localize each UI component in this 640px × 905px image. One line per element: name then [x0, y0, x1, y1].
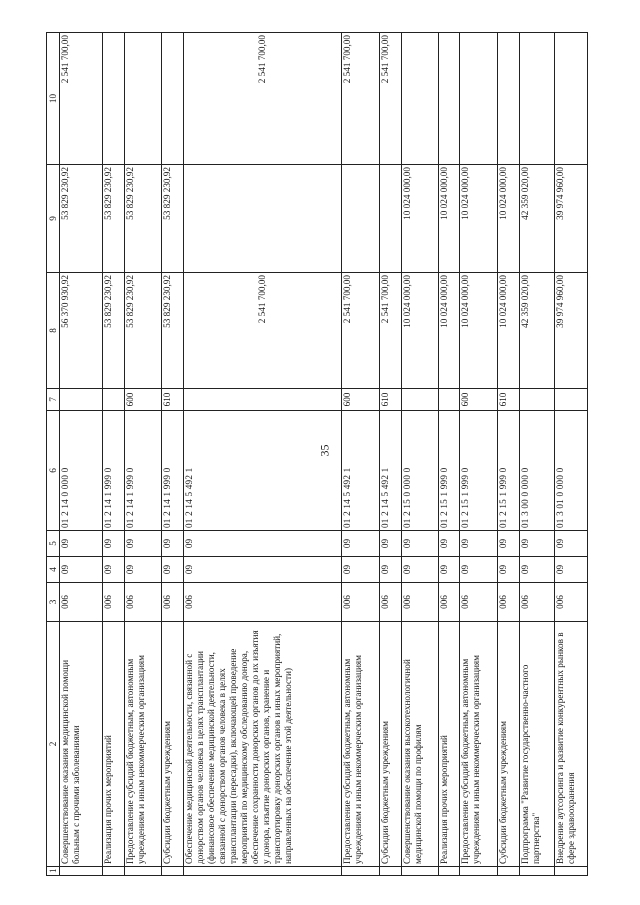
- subsection-code-cell: 09: [555, 531, 588, 557]
- table-row: [519, 33, 555, 876]
- total-amount-cell: 10 024 000,00: [459, 273, 497, 389]
- target-article-code-cell: 01 2 14 0 000 0: [60, 411, 103, 531]
- amount-col9-cell: 10 024 000,00: [438, 165, 459, 273]
- total-amount-cell: 39 974 960,00: [555, 273, 588, 389]
- table-row: [459, 33, 497, 876]
- table-row: [183, 33, 341, 876]
- amount-col10-cell: [459, 33, 497, 165]
- expense-type-code-cell: [183, 389, 341, 411]
- table-body: [60, 33, 588, 876]
- amount-col10-cell: [519, 33, 555, 165]
- ministry-code-cell: 006: [162, 583, 183, 622]
- subsection-code-cell: 09: [341, 531, 379, 557]
- target-article-code-cell: 01 2 14 1 999 0: [162, 411, 183, 531]
- amount-col9-cell: [341, 165, 379, 273]
- row-number-cell: [498, 867, 519, 876]
- expense-type-code-cell: [519, 389, 555, 411]
- subsection-code-cell: 09: [438, 531, 459, 557]
- budget-table: [46, 32, 588, 876]
- row-number-cell: [459, 867, 497, 876]
- item-name-cell: Субсидии бюджетным учреждениям: [162, 622, 183, 867]
- item-name-cell: Субсидии бюджетным учреждениям: [498, 622, 519, 867]
- amount-col10-cell: [162, 33, 183, 165]
- section-code-cell: 09: [519, 557, 555, 583]
- section-code-cell: 09: [498, 557, 519, 583]
- total-amount-cell: 42 359 020,00: [519, 273, 555, 389]
- subsection-code-cell: 09: [125, 531, 162, 557]
- section-code-cell: 09: [341, 557, 379, 583]
- table-row: [380, 33, 401, 876]
- target-article-code-cell: 01 2 14 1 999 0: [125, 411, 162, 531]
- table-header: [47, 33, 60, 876]
- ministry-code-cell: 006: [459, 583, 497, 622]
- target-article-code-cell: 01 3 01 0 000 0: [555, 411, 588, 531]
- subsection-code-cell: 09: [401, 531, 438, 557]
- item-name-cell: Подпрограмма "Развитие государственно-частного партнерства": [519, 622, 555, 867]
- section-code-cell: 09: [183, 557, 341, 583]
- amount-col10-cell: 2 541 700,00: [341, 33, 379, 165]
- expense-type-code-cell: 610: [380, 389, 401, 411]
- amount-col9-cell: [183, 165, 341, 273]
- expense-type-code-cell: [401, 389, 438, 411]
- column-header: 1: [47, 867, 60, 876]
- ministry-code-cell: 006: [60, 583, 103, 622]
- amount-col10-cell: [498, 33, 519, 165]
- expense-type-code-cell: 610: [162, 389, 183, 411]
- row-number-cell: [125, 867, 162, 876]
- column-header: 4: [47, 557, 60, 583]
- section-code-cell: 09: [162, 557, 183, 583]
- row-number-cell: [60, 867, 103, 876]
- expense-type-code-cell: 600: [341, 389, 379, 411]
- table-row: [162, 33, 183, 876]
- row-number-cell: [183, 867, 341, 876]
- ministry-code-cell: 006: [555, 583, 588, 622]
- total-amount-cell: 2 541 700,00: [380, 273, 401, 389]
- target-article-code-cell: 01 3 00 0 000 0: [519, 411, 555, 531]
- ministry-code-cell: 006: [401, 583, 438, 622]
- ministry-code-cell: 006: [125, 583, 162, 622]
- column-header: 5: [47, 531, 60, 557]
- amount-col9-cell: 39 974 960,00: [555, 165, 588, 273]
- ministry-code-cell: 006: [498, 583, 519, 622]
- column-header: 2: [47, 622, 60, 867]
- item-name-cell: Внедрение аутсорсинга и развитие конкурентных рынков в сфере здравоохранения: [555, 622, 588, 867]
- ministry-code-cell: 006: [380, 583, 401, 622]
- amount-col10-cell: [125, 33, 162, 165]
- total-amount-cell: 10 024 000,00: [401, 273, 438, 389]
- section-code-cell: 09: [380, 557, 401, 583]
- target-article-code-cell: 01 2 15 1 999 0: [498, 411, 519, 531]
- target-article-code-cell: 01 2 15 1 999 0: [459, 411, 497, 531]
- section-code-cell: 09: [102, 557, 125, 583]
- row-number-cell: [102, 867, 125, 876]
- table-row: [401, 33, 438, 876]
- subsection-code-cell: 09: [183, 531, 341, 557]
- item-name-cell: Реализация прочих мероприятий: [438, 622, 459, 867]
- table-row: [60, 33, 103, 876]
- row-number-cell: [438, 867, 459, 876]
- column-header: 10: [47, 33, 60, 165]
- subsection-code-cell: 09: [380, 531, 401, 557]
- ministry-code-cell: 006: [183, 583, 341, 622]
- amount-col9-cell: 10 024 000,00: [401, 165, 438, 273]
- subsection-code-cell: 09: [102, 531, 125, 557]
- amount-col9-cell: 10 024 000,00: [498, 165, 519, 273]
- amount-col10-cell: 2 541 700,00: [183, 33, 341, 165]
- item-name-cell: Совершенствование оказания высокотехнологичной медицинской помощи по профилям: [401, 622, 438, 867]
- total-amount-cell: 10 024 000,00: [438, 273, 459, 389]
- target-article-code-cell: 01 2 14 1 999 0: [102, 411, 125, 531]
- row-number-cell: [555, 867, 588, 876]
- page-number: 35: [317, 444, 332, 457]
- subsection-code-cell: 09: [498, 531, 519, 557]
- total-amount-cell: 10 024 000,00: [498, 273, 519, 389]
- subsection-code-cell: 09: [60, 531, 103, 557]
- row-number-cell: [162, 867, 183, 876]
- expense-type-code-cell: [60, 389, 103, 411]
- row-number-cell: [380, 867, 401, 876]
- row-number-cell: [519, 867, 555, 876]
- table-row: [555, 33, 588, 876]
- expense-type-code-cell: 600: [125, 389, 162, 411]
- row-number-cell: [341, 867, 379, 876]
- amount-col10-cell: [102, 33, 125, 165]
- item-name-cell: Предоставление субсидий бюджетным, автономным учреждениям и иным некоммерческим организациям: [459, 622, 497, 867]
- column-header: 9: [47, 165, 60, 273]
- column-header: 7: [47, 389, 60, 411]
- item-name-cell: Совершенствование оказания медицинской помощи больным с прочими заболеваниями: [60, 622, 103, 867]
- amount-col9-cell: 53 829 230,92: [60, 165, 103, 273]
- ministry-code-cell: 006: [102, 583, 125, 622]
- expense-type-code-cell: [555, 389, 588, 411]
- column-header: 8: [47, 273, 60, 389]
- amount-col9-cell: 42 359 020,00: [519, 165, 555, 273]
- target-article-code-cell: 01 2 14 5 492 1: [341, 411, 379, 531]
- target-article-code-cell: 01 2 15 1 999 0: [438, 411, 459, 531]
- target-article-code-cell: 01 2 14 5 492 1: [183, 411, 341, 531]
- total-amount-cell: 2 541 700,00: [183, 273, 341, 389]
- item-name-cell: Предоставление субсидий бюджетным, автономным учреждениям и иным некоммерческим организациям: [125, 622, 162, 867]
- header-row: [47, 33, 60, 876]
- table-row: [341, 33, 379, 876]
- ministry-code-cell: 006: [519, 583, 555, 622]
- item-name-cell: Предоставление субсидий бюджетным, автономным учреждениям и иным некоммерческим организациям: [341, 622, 379, 867]
- table-row: [102, 33, 125, 876]
- table-row: [125, 33, 162, 876]
- subsection-code-cell: 09: [459, 531, 497, 557]
- subsection-code-cell: 09: [162, 531, 183, 557]
- amount-col9-cell: 53 829 230,92: [162, 165, 183, 273]
- section-code-cell: 09: [459, 557, 497, 583]
- amount-col9-cell: 53 829 230,92: [125, 165, 162, 273]
- expense-type-code-cell: 610: [498, 389, 519, 411]
- expense-type-code-cell: [102, 389, 125, 411]
- column-header: 3: [47, 583, 60, 622]
- expense-type-code-cell: [438, 389, 459, 411]
- total-amount-cell: 53 829 230,92: [125, 273, 162, 389]
- amount-col9-cell: 10 024 000,00: [459, 165, 497, 273]
- item-name-cell: Субсидии бюджетным учреждениям: [380, 622, 401, 867]
- amount-col9-cell: [380, 165, 401, 273]
- ministry-code-cell: 006: [438, 583, 459, 622]
- table-row: [438, 33, 459, 876]
- target-article-code-cell: 01 2 14 5 492 1: [380, 411, 401, 531]
- total-amount-cell: 56 370 930,92: [60, 273, 103, 389]
- column-header: 6: [47, 411, 60, 531]
- target-article-code-cell: 01 2 15 0 000 0: [401, 411, 438, 531]
- item-name-cell: Обеспечение медицинской деятельности, связанной с донорством органов человека в целях трансплантации (финансовое обеспечение медицинской деятельности, связанной с донорством органов человека в целях трансплантации (пересадки), включающей проведение мероприятий по медицинскому обследованию донора, обеспечение сохранности донорских органов до их изъятия у донора, изъятие донорских органов, хранение и транспортировку донорских органов и иных мероприятий, направленных на обеспечение этой деятельности): [183, 622, 341, 867]
- ministry-code-cell: 006: [341, 583, 379, 622]
- section-code-cell: 09: [438, 557, 459, 583]
- budget-table-page: [46, 33, 588, 876]
- amount-col10-cell: [438, 33, 459, 165]
- expense-type-code-cell: 600: [459, 389, 497, 411]
- amount-col10-cell: 2 541 700,00: [60, 33, 103, 165]
- section-code-cell: 09: [125, 557, 162, 583]
- amount-col10-cell: [555, 33, 588, 165]
- section-code-cell: 09: [60, 557, 103, 583]
- total-amount-cell: 53 829 230,92: [162, 273, 183, 389]
- section-code-cell: 09: [555, 557, 588, 583]
- amount-col9-cell: 53 829 230,92: [102, 165, 125, 273]
- total-amount-cell: 2 541 700,00: [341, 273, 379, 389]
- item-name-cell: Реализация прочих мероприятий: [102, 622, 125, 867]
- amount-col10-cell: 2 541 700,00: [380, 33, 401, 165]
- row-number-cell: [401, 867, 438, 876]
- amount-col10-cell: [401, 33, 438, 165]
- table-row: [498, 33, 519, 876]
- rotated-table-wrapper: [46, 33, 588, 876]
- total-amount-cell: 53 829 230,92: [102, 273, 125, 389]
- subsection-code-cell: 09: [519, 531, 555, 557]
- section-code-cell: 09: [401, 557, 438, 583]
